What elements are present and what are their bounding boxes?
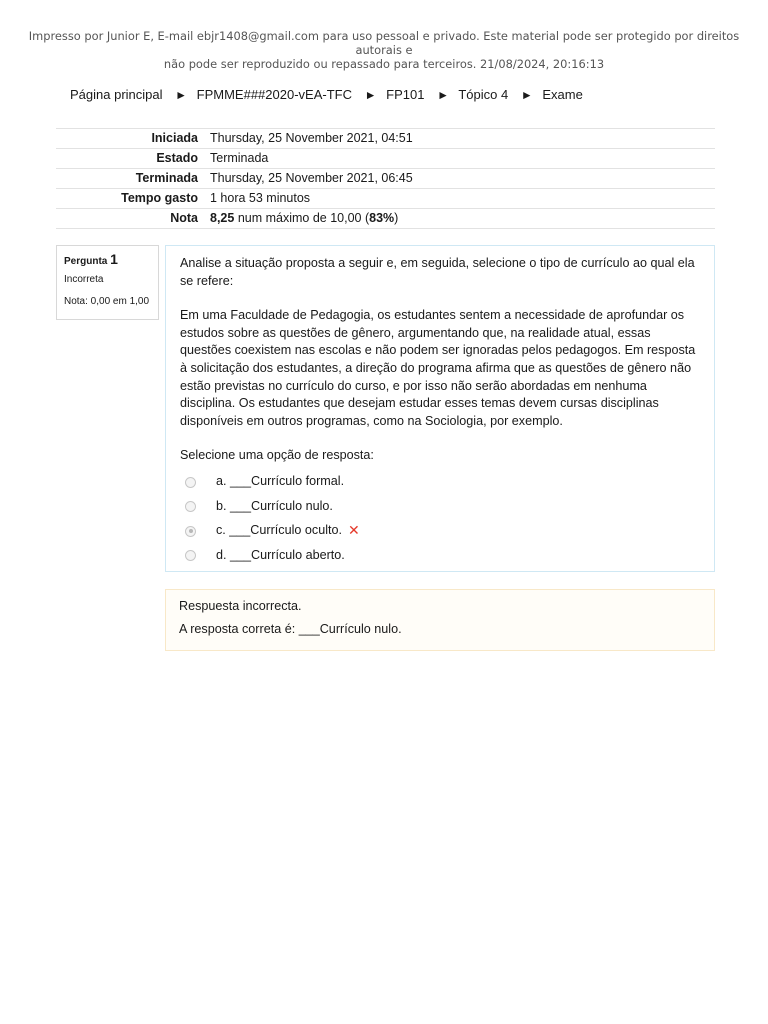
option-label: a. ___Currículo formal.: [216, 474, 345, 489]
question-info-box: [56, 245, 159, 320]
breadcrumb: [70, 87, 583, 102]
answer-options: [180, 470, 700, 568]
summary-row-state: [56, 149, 715, 169]
summary-value: 1 hora 53 minutos: [210, 191, 311, 205]
watermark-line-2: não pode ser reproduzido ou repassado para terceiros. 21/08/2024, 20:16:13: [163, 57, 605, 71]
summary-row-started: [56, 129, 715, 149]
print-watermark: [20, 29, 748, 71]
grade-percent: 83%: [369, 211, 395, 225]
watermark-line-1: Impresso por Junior E, E-mail ebjr1408@gmail.com para uso pessoal e privado. Este material pode ser protegido por direitos autorais e: [28, 29, 740, 57]
option-label: c. ___Currículo oculto.: [216, 523, 342, 538]
incorrect-x-icon: ✕: [348, 522, 360, 539]
breadcrumb-topic[interactable]: Tópico 4: [458, 87, 509, 102]
breadcrumb-separator-icon: ►: [437, 88, 449, 102]
question-state: Incorreta: [64, 274, 104, 285]
summary-label: Tempo gasto: [121, 191, 198, 205]
summary-value: Terminada: [210, 151, 269, 165]
summary-row-time-taken: [56, 189, 715, 209]
summary-row-finished: [56, 169, 715, 189]
summary-value: Thursday, 25 November 2021, 06:45: [210, 171, 413, 185]
answer-prompt: Selecione uma opção de resposta:: [180, 448, 374, 463]
answer-option-b[interactable]: [180, 494, 700, 519]
breadcrumb-exam[interactable]: Exame: [542, 87, 583, 102]
summary-grade-value: [198, 209, 398, 228]
question-intro: Analise a situação proposta a seguir e, em seguida, selecione o tipo de currículo ao qual ela se refere:: [180, 256, 695, 288]
summary-label: Estado: [156, 151, 198, 165]
question-grade: Nota: 0,00 em 1,00: [64, 296, 150, 307]
radio-button[interactable]: [185, 550, 196, 561]
radio-button[interactable]: [185, 501, 196, 512]
breadcrumb-home[interactable]: Página principal: [70, 87, 163, 102]
breadcrumb-separator-icon: ►: [520, 88, 533, 102]
question-heading: [64, 251, 158, 267]
answer-option-d[interactable]: [180, 543, 700, 568]
summary-label: Iniciada: [151, 131, 198, 145]
breadcrumb-course[interactable]: FPMME###2020-vEA-TFC: [196, 87, 352, 102]
answer-option-c[interactable]: [180, 519, 700, 544]
summary-value: Thursday, 25 November 2021, 04:51: [210, 131, 413, 145]
answer-option-a[interactable]: [180, 470, 700, 495]
breadcrumb-separator-icon: ►: [364, 88, 377, 102]
radio-button[interactable]: [185, 477, 196, 488]
summary-row-grade: [56, 209, 715, 229]
question-body: Em uma Faculdade de Pedagogia, os estudantes sentem a necessidade de aprofundar os estudos sobre as questões de gênero, argumentando que, na realidade atual, essas questões coexistem nas escolas e não podem ser ignoradas pelos pedagogos. Em resposta à solicitação dos estudantes, a direção do programa afirma que as questões de gênero não estão previstas no currículo do curso, e por isso não serão abordadas em nenhuma disciplina. Os estudantes que desejam estudar esses temas devem cursas disciplinas disponíveis em outros programas, como na Sociologia, por exemplo.: [180, 308, 696, 428]
breadcrumb-separator-icon: ►: [175, 88, 188, 102]
summary-label: Terminada: [135, 171, 198, 185]
option-label: b. ___Currículo nulo.: [216, 498, 333, 513]
grade-score: 8,25: [210, 211, 235, 225]
correct-answer-text: A resposta correta é: ___Currículo nulo.: [179, 621, 402, 636]
question-content-box: [165, 245, 715, 572]
radio-button-selected[interactable]: [185, 526, 196, 537]
question-title: Pergunta: [64, 256, 108, 267]
breadcrumb-module[interactable]: FP101: [386, 87, 425, 102]
summary-label: Nota: [170, 211, 198, 225]
grade-max: num máximo de 10,00 (: [234, 211, 370, 225]
question-number: 1: [110, 251, 118, 267]
attempt-summary-table: [56, 128, 715, 229]
option-label: d. ___Currículo aberto.: [216, 547, 345, 562]
feedback-box: [165, 589, 715, 651]
feedback-result: Respuesta incorrecta.: [179, 599, 302, 613]
grade-close: ): [394, 211, 399, 225]
